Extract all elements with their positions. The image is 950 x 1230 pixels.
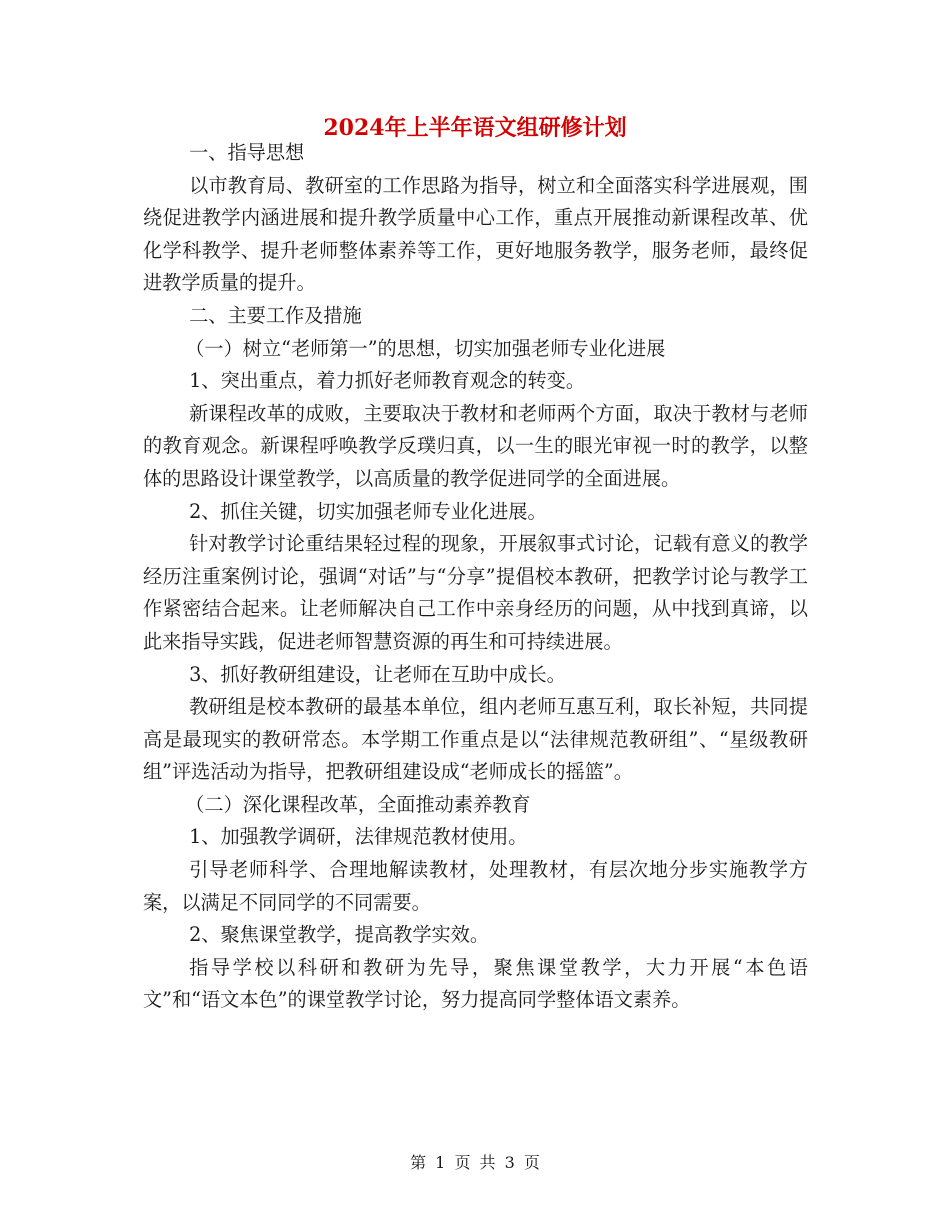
body-paragraph: 针对教学讨论重结果轻过程的现象，开展叙事式讨论，记载有意义的教学经历注重案例讨论，强调“对话”与“分享”提倡校本教研，把教学讨论与教学工作紧密结合起来。让老师解决自己工作中亲身经历的问题，从中找到真谛，以此来指导实践，促进老师智慧资源的再生和可持续进展。 [143, 532, 808, 653]
item-heading: 2、聚焦课堂教学，提高教学实效。 [189, 923, 490, 947]
item-heading: 3、抓好教研组建设，让老师在互助中成长。 [189, 662, 566, 686]
body-paragraph: 引导老师科学、合理地解读教材，处理教材，有层次地分步实施教学方案，以满足不同同学的不同需要。 [143, 858, 808, 914]
document-title: 2024年上半年语文组研修计划 [323, 115, 627, 141]
item-heading: 2、抓住关键，切实加强老师专业化进展。 [189, 499, 547, 523]
document-body [143, 137, 808, 1017]
section-heading: 二、主要工作及措施 [189, 303, 362, 327]
body-paragraph: 指导学校以科研和教研为先导，聚焦课堂教学，大力开展“本色语文”和“语文本色”的课堂教学讨论，努力提高同学整体语文素养。 [143, 955, 808, 1012]
item-heading: 1、加强教学调研，法律规范教材使用。 [189, 825, 528, 849]
subsection-heading: （一）树立“老师第一”的思想，切实加强老师专业化进展 [185, 336, 666, 360]
body-paragraph: 新课程改革的成败，主要取决于教材和老师两个方面，取决于教材与老师的教育观念。新课程呼唤教学反璞归真，以一生的眼光审视一时的教学，以整体的思路设计课堂教学，以高质量的教学促进同学的全面进展。 [143, 401, 808, 490]
page-number: 第 1 页 共 3 页 [410, 1153, 540, 1172]
body-paragraph: 以市教育局、教研室的工作思路为指导，树立和全面落实科学进展观，围绕促进教学内涵进展和提升教学质量中心工作，重点开展推动新课程改革、优化学科教学、提升老师整体素养等工作，更好地服务教学，服务老师，最终促进教学质量的提升。 [143, 173, 808, 295]
body-paragraph: 教研组是校本教研的最基本单位，组内老师互惠互利，取长补短，共同提高是最现实的教研常态。本学期工作重点是以“法律规范教研组”、“星级教研组”评选活动为指导，把教研组建设成“老师成长的摇篮”。 [143, 695, 808, 784]
section-heading: 一、指导思想 [189, 141, 305, 164]
item-heading: 1、突出重点，着力抓好老师教育观念的转变。 [189, 369, 586, 393]
subsection-heading: （二）深化课程改革，全面推动素养教育 [185, 792, 531, 816]
